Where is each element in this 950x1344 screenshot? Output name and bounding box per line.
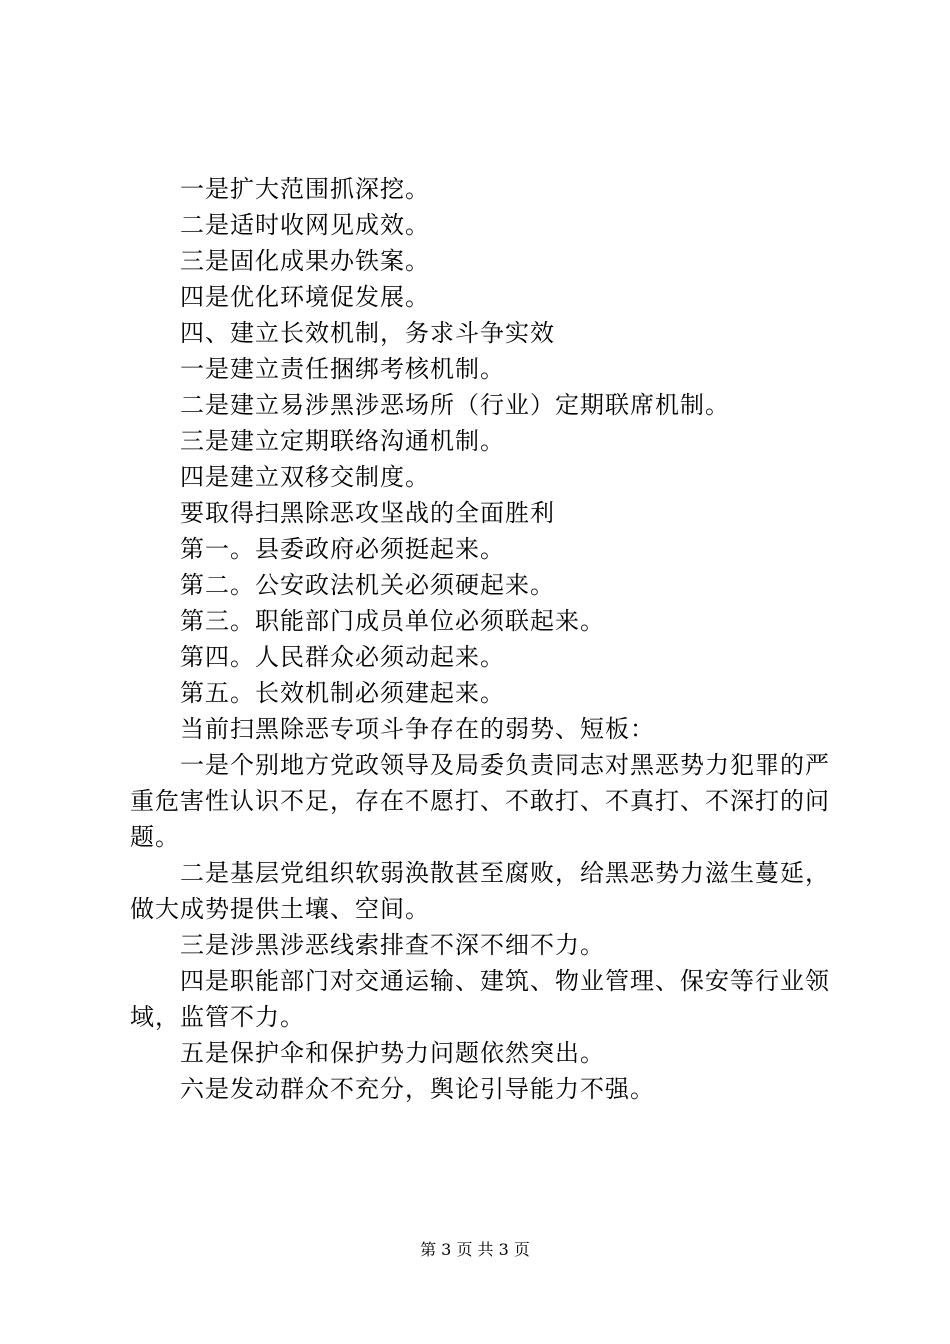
section-heading: 要取得扫黑除恶攻坚战的全面胜利	[180, 499, 555, 527]
page-number-footer: 第 3 页 共 3 页	[420, 1240, 530, 1259]
paragraph: 四是职能部门对交通运输、建筑、物业管理、保安等行业领域，监管不力。	[130, 967, 830, 1031]
list-item: 四是优化环境促发展。	[180, 283, 430, 311]
section-heading: 四、建立长效机制，务求斗争实效	[180, 319, 555, 347]
list-item: 第四。人民群众必须动起来。	[180, 643, 505, 671]
list-item: 四是建立双移交制度。	[180, 463, 430, 491]
list-item: 三是建立定期联络沟通机制。	[180, 427, 505, 455]
list-item: 一是扩大范围抓深挖。	[180, 175, 430, 203]
paragraph: 一是个别地方党政领导及局委负责同志对黑恶势力犯罪的严重危害性认识不足，存在不愿打、不敢打、不真打、不深打的问题。	[130, 751, 830, 851]
paragraph: 六是发动群众不充分，舆论引导能力不强。	[180, 1075, 655, 1103]
list-item: 二是建立易涉黑涉恶场所（行业）定期联席机制。	[180, 391, 730, 419]
paragraph: 五是保护伞和保护势力问题依然突出。	[180, 1039, 605, 1067]
list-item: 第一。县委政府必须挺起来。	[180, 535, 505, 563]
list-item: 第二。公安政法机关必须硬起来。	[180, 571, 555, 599]
list-item: 一是建立责任捆绑考核机制。	[180, 355, 505, 383]
list-item: 第五。长效机制必须建起来。	[180, 679, 505, 707]
document-body	[130, 171, 840, 1107]
section-heading: 当前扫黑除恶专项斗争存在的弱势、短板：	[180, 715, 655, 743]
list-item: 二是适时收网见成效。	[180, 211, 430, 239]
list-item: 三是固化成果办铁案。	[180, 247, 430, 275]
paragraph: 三是涉黑涉恶线索排查不深不细不力。	[180, 931, 605, 959]
list-item: 第三。职能部门成员单位必须联起来。	[180, 607, 605, 635]
paragraph: 二是基层党组织软弱涣散甚至腐败，给黑恶势力滋生蔓延，做大成势提供土壤、空间。	[130, 859, 830, 923]
